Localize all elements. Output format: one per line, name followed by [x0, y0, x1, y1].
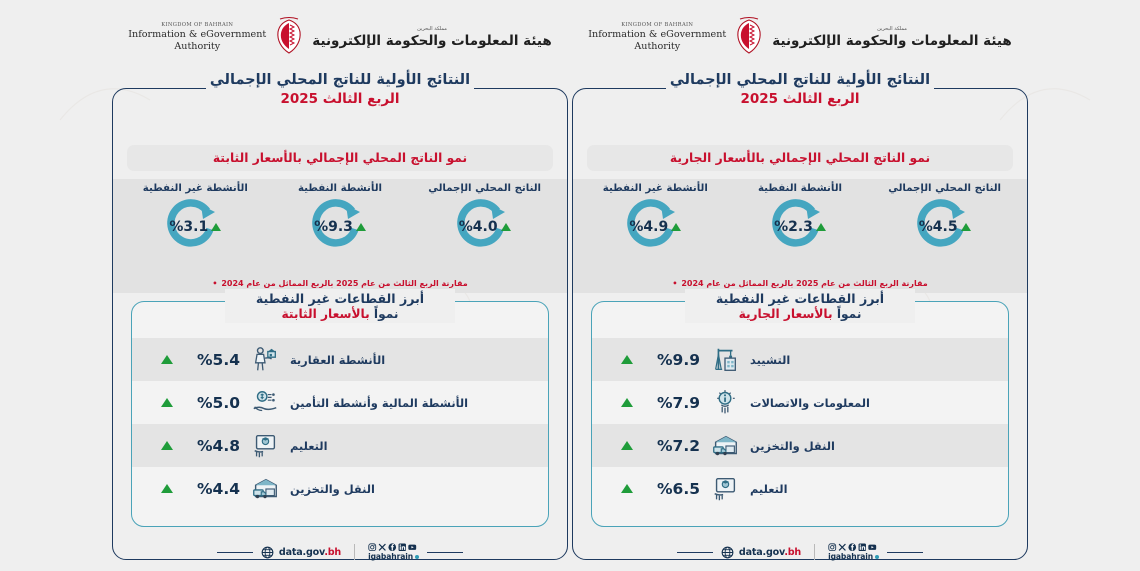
sectors-heading-line1: أبرز القطاعات غير النفطية	[255, 291, 425, 306]
org-name-ar: هيئة المعلومات والحكومة الإلكترونية	[312, 32, 552, 49]
sectors-rows	[592, 338, 1008, 526]
kingdom-label-ar: مملكة البحرين	[417, 25, 447, 32]
sectors-heading-line2: نمواً بالأسعار الثابتة	[281, 307, 399, 321]
social-group-left[interactable]	[368, 543, 419, 562]
sector-trend	[156, 484, 176, 493]
gauge-value-text: %2.3	[774, 219, 813, 235]
trend-up-icon	[161, 484, 173, 493]
gauge-value-text: %4.5	[918, 219, 958, 235]
construction-icon	[710, 345, 740, 375]
transport-storage-icon	[710, 431, 740, 461]
sector-trend	[156, 441, 176, 450]
kingdom-label-en: KINGDOM OF BAHRAIN	[161, 22, 234, 29]
website-group-right[interactable]	[721, 546, 801, 559]
sectors-heading-line1: أبرز القطاعات غير النفطية	[715, 291, 885, 306]
sector-value: %4.8	[197, 436, 240, 455]
gauge-value-text: %4.0	[458, 219, 498, 235]
real-estate-icon	[250, 345, 280, 375]
gauge-value	[162, 195, 228, 259]
gauge-label: الناتج المحلي الإجمالي	[888, 183, 1002, 194]
ict-icon	[710, 388, 740, 418]
trend-up-icon	[161, 441, 173, 450]
trend-up-icon	[161, 355, 173, 364]
trend-up-icon	[161, 398, 173, 407]
website-label-left: data.gov.bh	[278, 546, 342, 558]
social-group-right[interactable]	[828, 543, 879, 562]
instagram-icon[interactable]	[368, 543, 377, 552]
gauge-ring	[162, 195, 228, 259]
org-name-ar-2: هيئة المعلومات والحكومة الإلكترونية	[772, 32, 1012, 49]
gauge-value	[912, 195, 978, 259]
finance-insurance-icon	[250, 388, 280, 418]
org-logo-arabic	[312, 26, 551, 49]
youtube-icon[interactable]	[408, 543, 417, 552]
facebook-icon-2[interactable]	[848, 543, 857, 552]
sectors-card	[131, 301, 549, 527]
trend-up-icon	[816, 223, 826, 231]
gauge-current-prices-1	[728, 179, 873, 273]
table-row	[132, 467, 548, 510]
social-handle-left: igabahrain	[368, 552, 419, 561]
sectors-heading-line2: نمواً بالأسعار الجارية	[738, 307, 862, 321]
org-logo-english-2	[588, 22, 726, 51]
sector-trend	[616, 355, 636, 364]
sector-trend	[616, 484, 636, 493]
table-row	[592, 467, 1008, 510]
footer-rule-right-2	[887, 552, 923, 553]
footnote-bullet: •	[212, 278, 218, 288]
sector-label: التعليم	[750, 481, 788, 496]
trend-up-icon	[211, 223, 221, 231]
gauge-current-prices-0	[872, 179, 1017, 273]
section-banner-text: نمو الناتج المحلي الإجمالي بالأسعار الثابتة	[212, 151, 468, 165]
footer-divider-left	[354, 544, 355, 560]
social-icons-left[interactable]	[368, 543, 417, 552]
org-logo-english	[128, 22, 266, 51]
gauge-value	[767, 195, 833, 259]
education-icon	[250, 431, 280, 461]
kingdom-label-ar-2: مملكة البحرين	[877, 25, 907, 32]
footer-divider-right	[814, 544, 815, 560]
x-icon[interactable]	[378, 543, 387, 552]
gauges-row	[573, 179, 1027, 273]
trend-up-icon	[671, 223, 681, 231]
transport-storage-icon	[710, 431, 740, 461]
table-row	[132, 338, 548, 381]
trend-up-icon	[621, 355, 633, 364]
section-banner	[587, 145, 1013, 171]
construction-icon	[710, 345, 740, 375]
education-icon	[710, 474, 740, 504]
sectors-heading	[225, 289, 455, 323]
gauge-value	[622, 195, 688, 259]
gauge-ring	[307, 195, 373, 259]
kingdom-label-en-2: KINGDOM OF BAHRAIN	[621, 22, 694, 29]
facebook-icon[interactable]	[388, 543, 397, 552]
title-gap-mask	[206, 78, 474, 100]
handle-dot-icon	[415, 555, 419, 559]
table-row	[132, 424, 548, 467]
x-icon-2[interactable]	[838, 543, 847, 552]
transport-storage-icon	[250, 474, 280, 504]
footer-rule-right	[677, 552, 713, 553]
sector-value: %6.5	[657, 479, 700, 498]
instagram-icon-2[interactable]	[828, 543, 837, 552]
sector-label: الأنشطة المالية وأنشطة التأمين	[290, 395, 469, 410]
org-logo-left	[112, 12, 568, 62]
bahrain-crest-icon-2	[734, 17, 764, 57]
ict-icon	[710, 388, 740, 418]
gauges-band	[113, 179, 567, 273]
trend-up-icon	[501, 223, 511, 231]
gauge-label: الأنشطة النفطية	[297, 183, 383, 194]
trend-up-icon	[621, 398, 633, 407]
title-gap-mask	[666, 78, 934, 100]
transport-storage-icon	[250, 474, 280, 504]
footer-rule-left-2	[427, 552, 463, 553]
social-icons-right[interactable]	[828, 543, 877, 552]
panel-title-line2: الربع الثالث 2025	[280, 90, 400, 107]
gauge-label: الأنشطة غير النفطية	[142, 183, 248, 194]
org-name-en-line1-2: Information & eGovernment	[588, 29, 727, 41]
sectors-rows	[132, 338, 548, 526]
gauge-value	[452, 195, 518, 259]
section-banner	[127, 145, 553, 171]
linkedin-icon-2[interactable]	[858, 543, 867, 552]
sector-label: التشييد	[750, 352, 791, 367]
gauge-ring	[622, 195, 688, 259]
gauge-label: الناتج المحلي الإجمالي	[428, 183, 542, 194]
footer-rule-left	[217, 552, 253, 553]
org-name-en-line2: Authority	[174, 40, 221, 52]
linkedin-icon[interactable]	[398, 543, 407, 552]
globe-icon-2	[721, 546, 734, 559]
org-name-en-line2-2: Authority	[634, 40, 681, 52]
footnote-text: مقارنة الربع الثالث من عام 2025 بالربع المماثل من عام 2024	[681, 278, 928, 288]
org-name-en-line1: Information & eGovernment	[128, 29, 267, 41]
footer-left	[112, 539, 568, 565]
sector-label: الأنشطة العقارية	[290, 352, 386, 367]
panel-title-line1: النتائج الأولية للناتج المحلي الإجمالي	[209, 72, 471, 88]
youtube-icon-2[interactable]	[868, 543, 877, 552]
gauge-ring	[452, 195, 518, 259]
bahrain-crest-icon	[274, 17, 304, 57]
trend-up-icon	[621, 441, 633, 450]
footer-right	[572, 539, 1028, 565]
gauge-constant-prices-0	[412, 179, 557, 273]
panel-title-line2: الربع الثالث 2025	[740, 90, 860, 107]
globe-icon	[261, 546, 274, 559]
sector-value: %5.0	[197, 393, 240, 412]
table-row	[132, 381, 548, 424]
sector-trend	[156, 355, 176, 364]
sector-trend	[156, 398, 176, 407]
trend-up-icon	[356, 223, 366, 231]
footnote-text: مقارنة الربع الثالث من عام 2025 بالربع المماثل من عام 2024	[221, 278, 468, 288]
sector-label: التعليم	[290, 438, 328, 453]
gauge-constant-prices-1	[268, 179, 413, 273]
sector-label: النقل والتخزين	[750, 438, 835, 453]
sector-label: النقل والتخزين	[290, 481, 375, 496]
panel-current-prices	[572, 72, 1028, 560]
education-icon	[710, 474, 740, 504]
table-row	[592, 338, 1008, 381]
gauge-constant-prices-2	[123, 179, 268, 273]
table-row	[592, 381, 1008, 424]
sector-trend	[616, 398, 636, 407]
gauge-label: الأنشطة غير النفطية	[602, 183, 708, 194]
education-icon	[250, 431, 280, 461]
sector-value: %5.4	[197, 350, 240, 369]
gauge-current-prices-2	[583, 179, 728, 273]
panel-title-line1: النتائج الأولية للناتج المحلي الإجمالي	[669, 72, 931, 88]
sector-value: %9.9	[657, 350, 700, 369]
org-logo-arabic-2	[772, 26, 1011, 49]
panel-constant-prices	[112, 72, 568, 560]
gauge-value-text: %3.1	[169, 219, 209, 235]
gauges-band	[573, 179, 1027, 273]
handle-dot-icon-2	[875, 555, 879, 559]
org-logo-right	[572, 12, 1028, 62]
website-group-left[interactable]	[261, 546, 341, 559]
sector-label: المعلومات والاتصالات	[750, 395, 870, 410]
sector-trend	[616, 441, 636, 450]
sectors-heading	[685, 289, 915, 323]
trend-up-icon	[621, 484, 633, 493]
social-handle-right: igabahrain	[828, 552, 879, 561]
real-estate-icon	[250, 345, 280, 375]
section-banner-text: نمو الناتج المحلي الإجمالي بالأسعار الجارية	[669, 151, 931, 165]
sector-value: %7.9	[657, 393, 700, 412]
website-label-right: data.gov.bh	[738, 546, 802, 558]
sector-value: %7.2	[657, 436, 700, 455]
gauge-value-text: %9.3	[314, 219, 353, 235]
sectors-card	[591, 301, 1009, 527]
gauge-value	[307, 195, 373, 259]
gauge-value-text: %4.9	[629, 219, 669, 235]
gauge-ring	[912, 195, 978, 259]
gauge-ring	[767, 195, 833, 259]
sector-value: %4.4	[197, 479, 240, 498]
table-row	[592, 424, 1008, 467]
finance-insurance-icon	[250, 388, 280, 418]
gauges-row	[113, 179, 567, 273]
footnote-bullet: •	[672, 278, 678, 288]
gauge-label: الأنشطة النفطية	[757, 183, 843, 194]
trend-up-icon	[961, 223, 971, 231]
